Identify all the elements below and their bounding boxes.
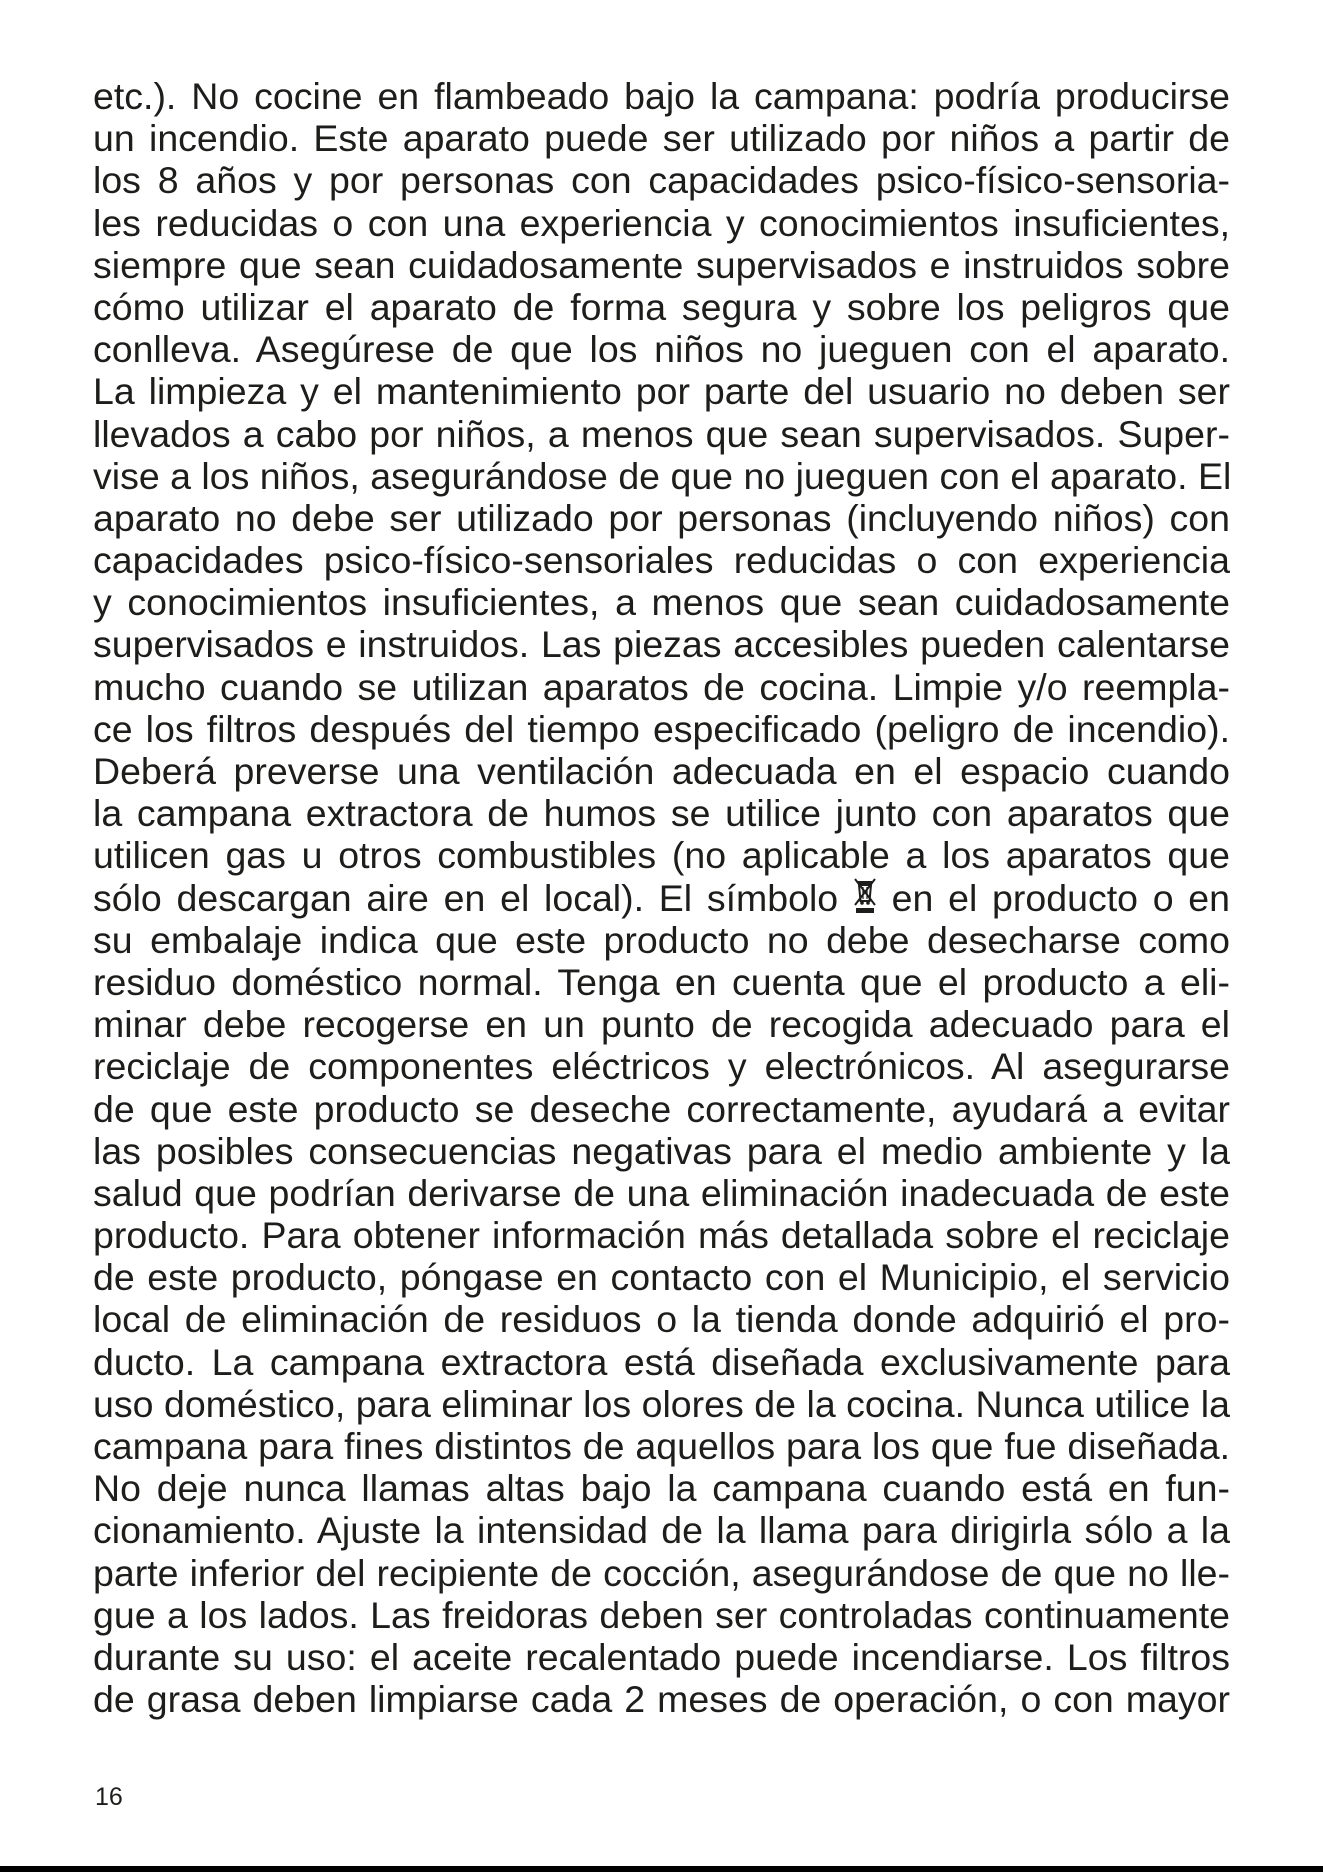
text-line: aparato no debe ser utilizado por personas (incluyendo niños) con [93,496,1230,539]
text-line: mucho cuando se utilizan aparatos de cocina. Limpie y/o reempla- [93,665,1230,708]
text-line: las posibles consecuencias negativas para el medio ambiente y la [93,1129,1230,1172]
text-line: conlleva. Asegúrese de que los niños no jueguen con el aparato. [93,328,1230,371]
text-line: utilicen gas u otros combustibles (no aplicable a los aparatos que [93,834,1230,877]
text-line: capacidades psico-físico-sensoriales reducidas o con experiencia [93,539,1230,582]
text-line: residuo doméstico normal. Tenga en cuenta que el producto a eli- [93,960,1230,1003]
text-line: ce los filtros después del tiempo especificado (peligro de incendio). [93,707,1230,750]
text-line: ducto. La campana extractora está diseñada exclusivamente para [93,1340,1230,1383]
text-line: uso doméstico, para eliminar los olores de la cocina. Nunca utilice la [93,1382,1230,1425]
text-line: los 8 años y por personas con capacidades psico-físico-sensoria- [93,159,1230,202]
text-line: de este producto, póngase en contacto con el Municipio, el servicio [93,1256,1230,1299]
text-line: local de eliminación de residuos o la tienda donde adquirió el pro- [93,1298,1230,1341]
text-line: les reducidas o con una experiencia y conocimientos insuficientes, [93,201,1230,244]
text-line: llevados a cabo por niños, a menos que sean supervisados. Super- [93,412,1230,455]
text-line: cionamiento. Ajuste la intensidad de la llama para dirigirla sólo a la [93,1509,1230,1552]
crossed-out-wheelie-bin-icon [853,877,877,915]
text-line: etc.). No cocine en flambeado bajo la campana: podría producirse [93,75,1230,117]
text-line: salud que podrían derivarse de una eliminación inadecuada de este [93,1171,1230,1214]
text-line: Deberá preverse una ventilación adecuada en el espacio cuando [93,750,1230,792]
text-line: La limpieza y el mantenimiento por parte del usuario no deben ser [93,370,1230,413]
text-line: parte inferior del recipiente de cocción, asegurándose de que no lle- [93,1551,1230,1594]
text-line: la campana extractora de humos se utilice junto con aparatos que [93,792,1230,835]
text-line-with-symbol [93,877,1230,919]
bottom-divider [0,1866,1323,1872]
text-line: un incendio. Este aparato puede ser utilizado por niños a partir de [93,117,1230,160]
text-line: gue a los lados. Las freidoras deben ser controladas continuamente [93,1593,1230,1636]
text-line: durante su uso: el aceite recalentado puede incendiarse. Los filtros [93,1635,1230,1678]
text-line: vise a los niños, asegurándose de que no jueguen con el aparato. El [93,454,1232,497]
text-line: campana para fines distintos de aquellos para los que fue diseñada. [93,1425,1230,1467]
text-line: cómo utilizar el aparato de forma segura y sobre los peligros que [93,285,1230,328]
text-line: su embalaje indica que este producto no debe desecharse como [93,918,1230,961]
text-segment: sólo descargan aire en el local). El símbolo [93,876,839,919]
text-line: de que este producto se deseche correctamente, ayudará a evitar [93,1087,1230,1130]
body-text [93,75,1230,1720]
page-number: 16 [95,1783,123,1811]
text-line: minar debe recogerse en un punto de recogida adecuado para el [93,1003,1230,1046]
text-line: producto. Para obtener información más detallada sobre el reciclaje [93,1214,1230,1257]
text-line: No deje nunca llamas altas bajo la campana cuando está en fun- [93,1467,1230,1510]
text-line: reciclaje de componentes eléctricos y electrónicos. Al asegurarse [93,1045,1230,1088]
text-segment: en el producto o en [891,876,1231,919]
text-line: de grasa deben limpiarse cada 2 meses de operación, o con mayor [93,1678,1230,1721]
text-line: siempre que sean cuidadosamente supervisados e instruidos sobre [93,243,1230,286]
text-line: supervisados e instruidos. Las piezas accesibles pueden calentarse [93,623,1230,666]
text-line: y conocimientos insuficientes, a menos que sean cuidadosamente [93,581,1230,624]
